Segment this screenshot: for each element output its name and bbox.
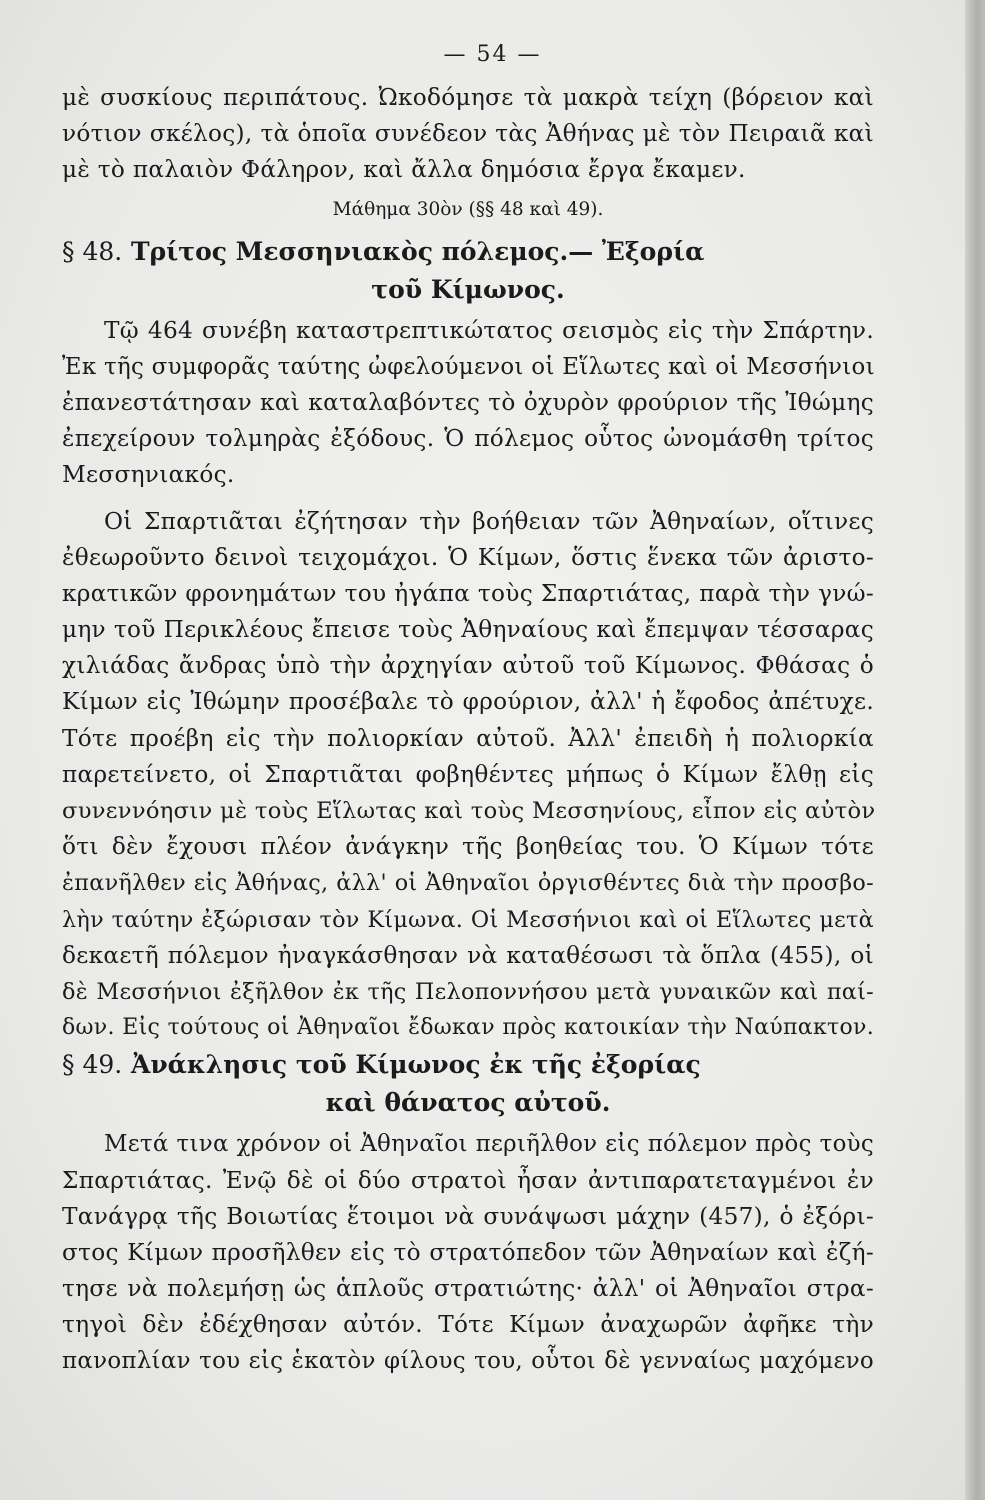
text-line: ἐπανεστάτησαν καὶ καταλαβόντες τὸ ὀχυρὸν φρούριον τῆς Ἰθώμης: [62, 388, 874, 416]
text-line: συνεννόησιν μὲ τοὺς Εἵλωτας καὶ τοὺς Μεσσηνίους, εἶπον εἰς αὐτὸν: [62, 798, 876, 824]
text-line: μην τοῦ Περικλέους ἔπεισε τοὺς Ἀθηναίους καὶ ἔπεμψαν τέσσαρας: [62, 616, 874, 644]
text-line: ἐπεχείρουν τολμηρὰς ἐξόδους. Ὁ πόλεμος οὗτος ὠνομάσθη τρίτος: [62, 425, 874, 453]
section-48-heading: [62, 233, 874, 271]
text-line: ἐπανῆλθεν εἰς Ἀθήνας, ἀλλ' οἱ Ἀθηναῖοι ὀργισθέντες διὰ τὴν προσβο-: [62, 870, 874, 897]
text-line: τηγοὶ δὲν ἐδέχθησαν αὐτόν. Τότε Κίμων ἀναχωρῶν ἀφῆκε τὴν: [62, 1311, 874, 1339]
text-line: Οἱ Σπαρτιᾶται ἐζήτησαν τὴν βοήθειαν τῶν Ἀθηναίων, οἵτινες: [104, 507, 874, 535]
section-49-heading: [62, 1046, 874, 1084]
text-line: ἐθεωροῦντο δεινοὶ τειχομάχοι. Ὁ Κίμων, ὅστις ἕνεκα τῶν ἀριστο-: [62, 543, 874, 571]
section-49-title-line2: καὶ θάνατος αὐτοῦ.: [325, 1088, 611, 1118]
text-line: κρατικῶν φρονημάτων του ἠγάπα τοὺς Σπαρτιάτας, παρὰ τὴν γνώ-: [62, 579, 874, 607]
section-48-number: § 48.: [62, 236, 123, 266]
section-48-title-line1: Τρίτος Μεσσηνιακὸς πόλεμος.— Ἐξορία: [130, 236, 705, 266]
text-line: δὲ Μεσσήνιοι ἐξῆλθον ἐκ τῆς Πελοποννήσου μετὰ γυναικῶν καὶ παί-: [62, 978, 874, 1005]
page-text: [62, 80, 874, 1380]
text-line: στος Κίμων προσῆλθεν εἰς τὸ στρατόπεδον τῶν Ἀθηναίων καὶ ἐζή-: [62, 1238, 874, 1266]
section-49-number: § 49.: [62, 1050, 123, 1080]
page-edge: [965, 0, 985, 1500]
text-line: μὲ συσκίους περιπάτους. Ὠκοδόμησε τὰ μακρὰ τείχη (βόρειον καὶ: [62, 84, 874, 111]
text-line: ὅτι δὲν ἔχουσι πλέον ἀνάγκην τῆς βοηθείας του. Ὁ Κίμων τότε: [62, 833, 874, 861]
text-line: παρετείνετο, οἱ Σπαρτιᾶται φοβηθέντες μήπως ὁ Κίμων ἔλθῃ εἰς: [62, 760, 874, 788]
lesson-title: Μάθημα 30ὸν (§§ 48 καὶ 49).: [332, 198, 604, 220]
text-line: Τῷ 464 συνέβη καταστρεπτικώτατος σεισμὸς εἰς τὴν Σπάρτην.: [104, 316, 874, 344]
text-line: Σπαρτιάτας. Ἐνῷ δὲ οἱ δύο στρατοὶ ἦσαν ἀντιπαρατεταγμένοι ἐν: [62, 1166, 874, 1194]
text-line: Τότε προέβη εἰς τὴν πολιορκίαν αὐτοῦ. Ἀλλ' ἐπειδὴ ἡ πολιορκία: [62, 724, 874, 752]
text-line: δων. Εἰς τούτους οἱ Ἀθηναῖοι ἔδωκαν πρὸς κατοικίαν τὴν Ναύπακτον.: [62, 1015, 874, 1041]
section-48-title-line2: τοῦ Κίμωνος.: [371, 274, 565, 304]
text-line: νότιον σκέλος), τὰ ὁποῖα συνέδεον τὰς Ἀθήνας μὲ τὸν Πειραιᾶ καὶ: [62, 120, 874, 148]
text-line: τησε νὰ πολεμήσῃ ὡς ἁπλοῦς στρατιώτης· ἀλλ' οἱ Ἀθηναῖοι στρα-: [62, 1275, 874, 1303]
page-number: — 54 —: [443, 42, 542, 67]
text-line: δεκαετῆ πόλεμον ἠναγκάσθησαν νὰ καταθέσωσι τὰ ὅπλα (455), οἱ: [62, 941, 874, 969]
text-line: λὴν ταύτην ἐξώρισαν τὸν Κίμωνα. Οἱ Μεσσήνιοι καὶ οἱ Εἵλωτες μετὰ: [62, 906, 874, 933]
text-line: Τανάγρᾳ τῆς Βοιωτίας ἕτοιμοι νὰ συνάψωσι μάχην (457), ὁ ἐξόρι-: [62, 1202, 874, 1230]
text-line: Ἐκ τῆς συμφορᾶς ταύτης ὠφελούμενοι οἱ Εἵλωτες καὶ οἱ Μεσσήνιοι: [62, 353, 875, 380]
text-line: Μεσσηνιακός.: [62, 461, 235, 489]
text-line: χιλιάδας ἄνδρας ὑπὸ τὴν ἀρχηγίαν αὐτοῦ τοῦ Κίμωνος. Φθάσας ὁ: [62, 652, 874, 680]
section-49-title-line1: Ἀνάκλησις τοῦ Κίμωνος ἐκ τῆς ἐξορίας: [130, 1050, 701, 1080]
text-line: πανοπλίαν του εἰς ἑκατὸν φίλους του, οὗτοι δὲ γενναίως μαχόμενο: [62, 1348, 874, 1375]
text-line: Μετά τινα χρόνον οἱ Ἀθηναῖοι περιῆλθον εἰς πόλεμον πρὸς τοὺς: [104, 1131, 874, 1158]
text-line: μὲ τὸ παλαιὸν Φάληρον, καὶ ἄλλα δημόσια ἔργα ἔκαμεν.: [62, 156, 746, 184]
text-line: Κίμων εἰς Ἰθώμην προσέβαλε τὸ φρούριον, ἀλλ' ἡ ἔφοδος ἀπέτυχε.: [62, 688, 874, 716]
